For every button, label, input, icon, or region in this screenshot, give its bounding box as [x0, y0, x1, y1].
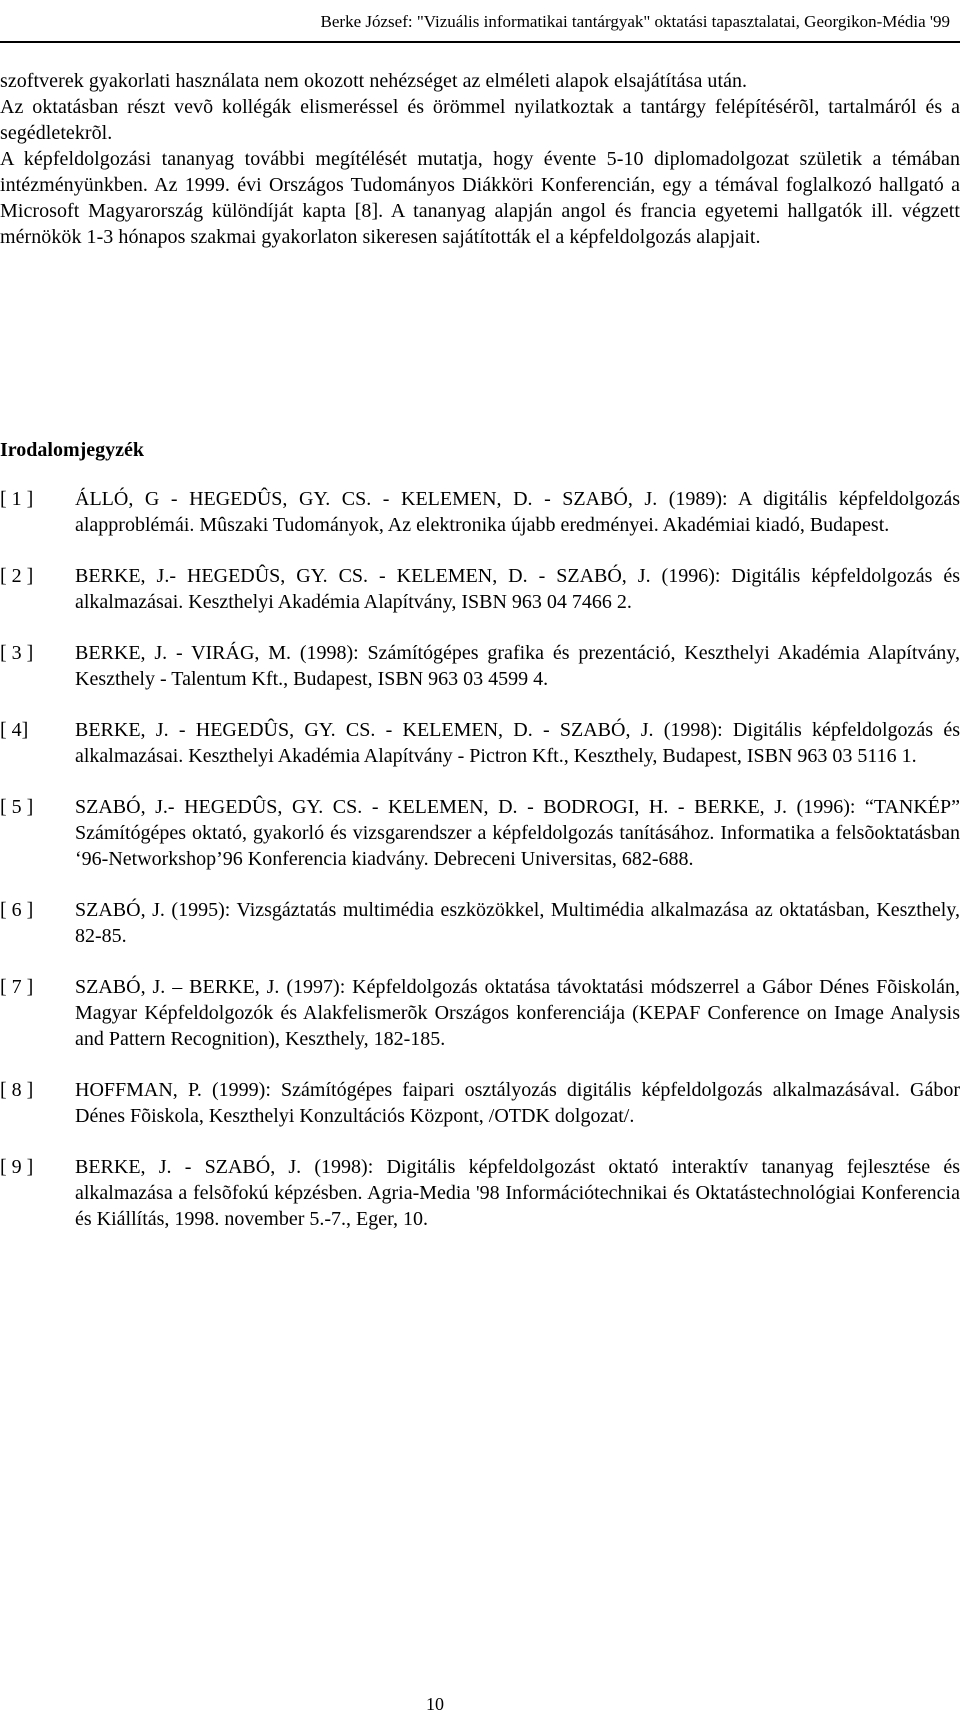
reference-item [0, 563, 960, 615]
running-header: Berke József: "Vizuális informatikai tantárgyak" oktatási tapasztalatai, Georgikon-Média '99 [320, 12, 950, 31]
reference-number: [ 6 ] [0, 899, 34, 921]
body-text [0, 68, 960, 250]
reference-item [0, 897, 960, 949]
paragraph: Az oktatásban részt vevõ kollégák elismeréssel és örömmel nyilatkoztak a tantárgy felépítésérõl, tartalmáról és a segédletekrõl. [0, 96, 960, 144]
paragraph: szoftverek gyakorlati használata nem okozott nehézséget az elméleti alapok elsajátítása után. [0, 70, 748, 92]
reference-text: SZABÓ, J. – BERKE, J. (1997): Képfeldolgozás oktatása távoktatási módszerrel a Gábor Dénes Fõiskolán, Magyar Képfeldolgozók és Alakfelismerõk Országos konferenciája (KEPAF Conference on Image Analysis and Pattern Recognition), Keszthely, 182-185. [75, 976, 960, 1050]
reference-number: [ 5 ] [0, 796, 34, 818]
reference-item [0, 717, 960, 769]
bibliography-heading: Irodalomjegyzék [0, 439, 145, 461]
reference-item [0, 1077, 960, 1129]
reference-number: [ 1 ] [0, 488, 34, 510]
reference-text: SZABÓ, J.- HEGEDÛS, GY. CS. - KELEMEN, D. - BODROGI, H. - BERKE, J. (1996): “TANKÉP” Számítógépes oktató, gyakorló és vizsgarendszer a képfeldolgozás tanításához. Informatika a felsõoktatásban ‘96-Networkshop’96 Konferencia kiadvány. Debreceni Universitas, 682-688. [75, 796, 960, 870]
reference-text: BERKE, J. - SZABÓ, J. (1998): Digitális képfeldolgozást oktató interaktív tananyag fejlesztése és alkalmazása a felsõfokú képzésben. Agria-Media '98 Információtechnikai és Oktatástechnológiai Konferencia és Kiállítás, 1998. november 5.-7., Eger, 10. [75, 1156, 960, 1230]
reference-item [0, 486, 960, 538]
reference-item [0, 794, 960, 872]
reference-number: [ 3 ] [0, 642, 34, 664]
reference-text: BERKE, J. - VIRÁG, M. (1998): Számítógépes grafika és prezentáció, Keszthelyi Akadémia Alapítvány, Keszthely - Talentum Kft., Budapest, ISBN 963 03 4599 4. [75, 642, 960, 690]
reference-text: HOFFMAN, P. (1999): Számítógépes faipari osztályozás digitális képfeldolgozás alkalmazásával. Gábor Dénes Fõiskola, Keszthelyi Konzultációs Központ, /OTDK dolgozat/. [75, 1079, 960, 1127]
reference-number: [ 7 ] [0, 976, 34, 998]
reference-number: [ 2 ] [0, 565, 34, 587]
reference-list [0, 486, 960, 1257]
page-number: 10 [426, 1694, 444, 1714]
reference-number: [ 9 ] [0, 1156, 34, 1178]
reference-text: ÁLLÓ, G - HEGEDÛS, GY. CS. - KELEMEN, D. - SZABÓ, J. (1989): A digitális képfeldolgozás alapproblémái. Mûszaki Tudományok, Az elektronika újabb eredményei. Akadémiai kiadó, Budapest. [75, 488, 960, 536]
reference-text: BERKE, J.- HEGEDÛS, GY. CS. - KELEMEN, D. - SZABÓ, J. (1996): Digitális képfeldolgozás és alkalmazásai. Keszthelyi Akadémia Alapítvány, ISBN 963 04 7466 2. [75, 565, 960, 613]
reference-item [0, 1154, 960, 1232]
reference-item [0, 640, 960, 692]
reference-text: BERKE, J. - HEGEDÛS, GY. CS. - KELEMEN, D. - SZABÓ, J. (1998): Digitális képfeldolgozás és alkalmazásai. Keszthelyi Akadémia Alapítvány - Pictron Kft., Keszthely, Budapest, ISBN 963 03 5116 1. [75, 719, 960, 767]
reference-number: [ 4] [0, 719, 29, 741]
reference-text: SZABÓ, J. (1995): Vizsgáztatás multimédia eszközökkel, Multimédia alkalmazása az oktatásban, Keszthely, 82-85. [75, 899, 960, 947]
paragraph: A képfeldolgozási tananyag további megítélését mutatja, hogy évente 5-10 diplomadolgozat születik a témában intézményünkben. Az 1999. évi Országos Tudományos Diákköri Konferencián, egy a témával foglalkozó hallgató a Microsoft Magyarország különdíját kapta [8]. A tananyag alapján angol és francia egyetemi hallgatók ill. végzett mérnökök 1-3 hónapos szakmai gyakorlaton sikeresen sajátították el a képfeldolgozás alapjait. [0, 148, 960, 248]
header-rule [0, 41, 960, 43]
reference-item [0, 974, 960, 1052]
reference-number: [ 8 ] [0, 1079, 34, 1101]
